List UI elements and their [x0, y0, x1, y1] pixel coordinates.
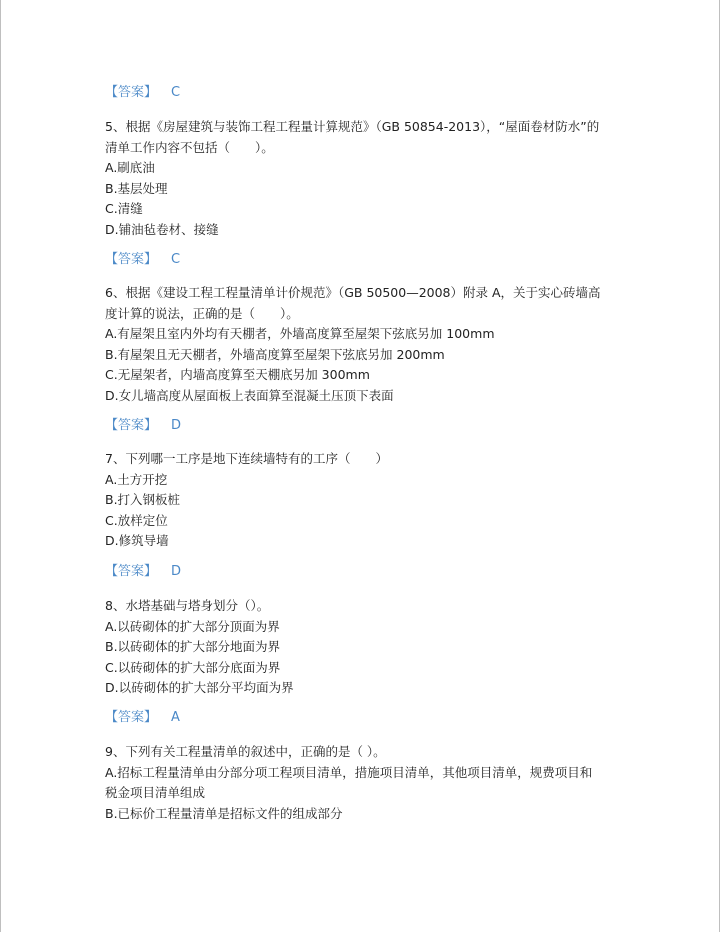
option-b: B.有屋架且无天棚者，外墙高度算至屋架下弦底另加 200mm [105, 346, 445, 362]
answer-4 [105, 83, 625, 103]
answer-value: A [171, 710, 180, 725]
option-a: A.以砖砌体的扩大部分顶面为界 [105, 618, 280, 634]
question-stem-line: 8、水塔基础与塔身划分（）。 [105, 598, 270, 613]
question-stem-line: 清单工作内容不包括（ ）。 [105, 139, 274, 155]
option-b: B.已标价工程量清单是招标文件的组成部分 [105, 805, 343, 821]
option-c: C.清缝 [105, 201, 143, 216]
answer-label: 【答案】 [105, 252, 158, 267]
question-9 [105, 742, 625, 824]
option-a: A.刷底油 [105, 160, 155, 175]
option-d: D.修筑导墙 [105, 533, 169, 548]
option-a: A.有屋架且室内外均有天棚者，外墙高度算至屋架下弦底另加 100mm [105, 326, 495, 341]
answer-8 [105, 708, 625, 728]
option-a: A.招标工程量清单由分部分项工程项目清单，措施项目清单，其他项目清单，规费项目和 [105, 764, 593, 780]
answer-value: C [171, 252, 181, 267]
answer-label: 【答案】 [105, 710, 158, 725]
question-8 [105, 596, 625, 699]
question-stem-line: 6、根据《建设工程工程量清单计价规范》（GB 50500—2008）附录 A，关于实心砖墙高 [105, 285, 601, 300]
option-a: A.土方开挖 [105, 471, 168, 487]
answer-label: 【答案】 [105, 418, 158, 433]
answer-label: 【答案】 [105, 85, 158, 100]
answer-value: C [171, 85, 181, 100]
question-7 [105, 449, 625, 552]
answer-7 [105, 562, 625, 582]
answer-6 [105, 416, 625, 436]
answer-value: D [171, 564, 182, 579]
answer-value: D [171, 418, 182, 433]
answer-label: 【答案】 [105, 564, 158, 579]
option-a-continued: 税金项目清单组成 [105, 785, 206, 800]
option-b: B.基层处理 [105, 180, 168, 196]
option-d: D.铺油毡卷材、接缝 [105, 221, 219, 237]
option-c: C.以砖砌体的扩大部分底面为界 [105, 659, 281, 675]
question-stem-line: 度计算的说法，正确的是（ ）。 [105, 305, 299, 321]
option-c: C.放样定位 [105, 512, 168, 528]
option-c: C.无屋架者，内墙高度算至天棚底另加 300mm [105, 367, 370, 382]
question-6 [105, 283, 625, 406]
question-5 [105, 117, 625, 240]
question-stem-line: 9、下列有关工程量清单的叙述中，正确的是（ ）。 [105, 744, 386, 759]
answer-5 [105, 250, 625, 270]
question-stem-line: 7、下列哪一工序是地下连续墙特有的工序（ ） [105, 451, 388, 466]
option-d: D.女儿墙高度从屋面板上表面算至混凝土压顶下表面 [105, 387, 394, 403]
question-stem-line: 5、根据《房屋建筑与装饰工程工程量计算规范》（GB 50854-2013），“屋面卷材防水”的 [105, 119, 600, 134]
option-b: B.以砖砌体的扩大部分地面为界 [105, 639, 281, 654]
option-b: B.打入钢板桩 [105, 492, 181, 507]
option-d: D.以砖砌体的扩大部分平均面为界 [105, 680, 294, 695]
